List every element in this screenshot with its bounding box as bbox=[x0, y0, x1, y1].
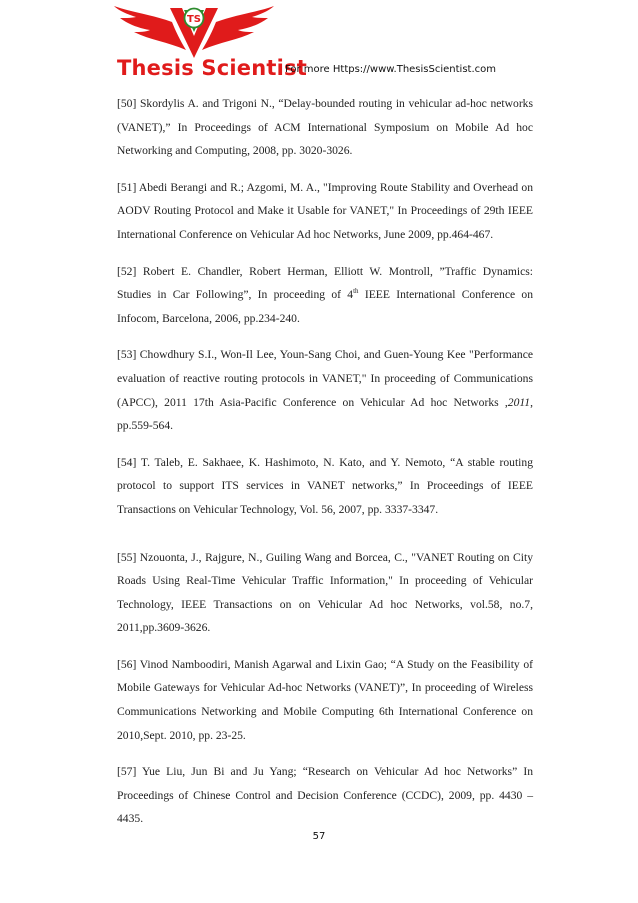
reference-text: , pp.559-564. bbox=[117, 395, 533, 433]
logo-text: Thesis Scientist bbox=[117, 56, 307, 80]
reference-entry-56: [56] Vinod Namboodiri, Manish Agarwal and Lixin Gao; “A Study on the Feasibility of Mobile Gateways for Vehicular Ad-hoc Networks (VANET)”, In proceeding of Wireless Communications Networking and Mobile Computing 6th International Conference on 2010,Sept. 2010, pp. 23-25. bbox=[117, 657, 533, 742]
ordinal-superscript: th bbox=[353, 287, 359, 296]
header-website-link[interactable]: For more Https://www.ThesisScientist.com bbox=[285, 64, 496, 75]
thesis-scientist-logo-icon bbox=[110, 2, 278, 60]
reference-italic-year: 2011 bbox=[507, 395, 531, 409]
reference-entry-50: [50] Skordylis A. and Trigoni N., “Delay-bounded routing in vehicular ad-hoc networks (VANET),” In Proceedings of ACM International Symposium on Mobile Ad hoc Networking and Computing, 2008, pp. 3020-3026. bbox=[117, 97, 533, 158]
reference-text: [52] Robert E. Chandler, Robert Herman, Elliott W. Montroll, ”Traffic Dynamics: Studies in Car Following”, In proceeding of 4 bbox=[117, 264, 533, 302]
reference-entry-53 bbox=[117, 343, 533, 437]
reference-text: IEEE International Conference on Infocom, Barcelona, 2006, pp.234-240. bbox=[117, 288, 533, 325]
reference-list bbox=[117, 92, 533, 844]
reference-entry-51: [51] Abedi Berangi and R.; Azgomi, M. A., "Improving Route Stability and Overhead on AODV Routing Protocol and Make it Usable for VANET," In Proceedings of 29th IEEE International Conference on Vehicular Ad hoc Networks, June 2009, pp.464-467. bbox=[117, 180, 533, 241]
page-number: 57 bbox=[312, 831, 326, 842]
page-header bbox=[0, 0, 638, 90]
logo-monogram: TS bbox=[186, 14, 202, 25]
reference-entry-55: [55] Nzouonta, J., Rajgure, N., Guiling Wang and Borcea, C., "VANET Routing on City Roads Using Real-Time Vehicular Traffic Information," In proceeding of Vehicular Technology, IEEE Transactions on on Vehicular Ad hoc Networks, vol.58, no.7, 2011,pp.3609-3626. bbox=[117, 550, 533, 635]
reference-entry-57: [57] Yue Liu, Jun Bi and Ju Yang; “Research on Vehicular Ad hoc Networks” In Proceedings of Chinese Control and Decision Conference (CCDC), 2009, pp. 4430 – 4435. bbox=[117, 765, 533, 826]
reference-entry-54: [54] T. Taleb, E. Sakhaee, K. Hashimoto, N. Kato, and Y. Nemoto, “A stable routing protocol to support ITS services in VANET networks,” In Proceedings of IEEE Transactions on Vehicular Technology, Vol. 56, 2007, pp. 3337-3347. bbox=[117, 455, 533, 516]
reference-text: [53] Chowdhury S.I., Won-Il Lee, Youn-Sang Choi, and Guen-Young Kee "Performance evaluation of reactive routing protocols in VANET," In proceeding of Communications (APCC), 2011 17th Asia-Pacific Conference on Vehicular Ad hoc Networks , bbox=[117, 348, 533, 409]
reference-entry-52 bbox=[117, 260, 533, 331]
